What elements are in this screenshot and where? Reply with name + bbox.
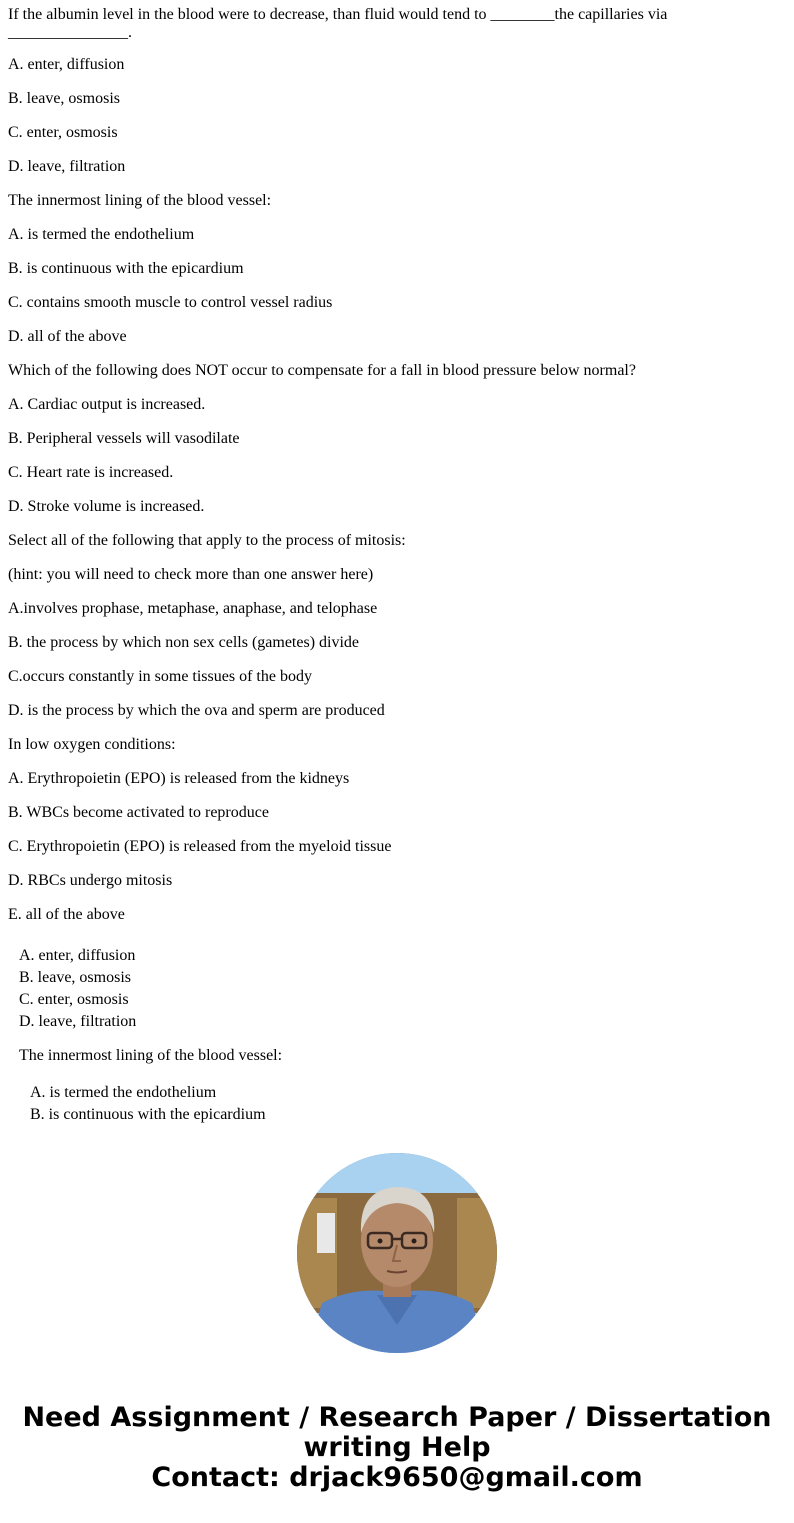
question-3-option-d: D. Stroke volume is increased. [8, 498, 205, 515]
avatar-eye-right [412, 1239, 417, 1244]
question-3-option-a: A. Cardiac output is increased. [8, 396, 206, 413]
question-document [8, 6, 778, 940]
author-avatar [297, 1153, 497, 1353]
question-3-prompt: Which of the following does NOT occur to compensate for a fall in blood pressure below normal? [8, 362, 636, 379]
question-1-option-a: A. enter, diffusion [8, 56, 125, 73]
repeated-options-block [19, 945, 719, 1126]
question-5-option-d: D. RBCs undergo mitosis [8, 872, 173, 889]
repeat-option-c: C. enter, osmosis [19, 991, 129, 1008]
repeat-option-b: B. leave, osmosis [19, 969, 131, 986]
question-4-option-c: C.occurs constantly in some tissues of the body [8, 668, 312, 685]
question-5-option-b: B. WBCs become activated to reproduce [8, 804, 269, 821]
question-3-option-b: B. Peripheral vessels will vasodilate [8, 430, 240, 447]
contact-footer [0, 1403, 794, 1493]
question-1-option-d: D. leave, filtration [8, 158, 126, 175]
question-4-hint: (hint: you will need to check more than one answer here) [8, 566, 374, 583]
repeat-sub-option-a: A. is termed the endothelium [30, 1084, 217, 1101]
avatar-door [317, 1213, 335, 1253]
question-5-prompt: In low oxygen conditions: [8, 736, 176, 753]
question-2-option-a: A. is termed the endothelium [8, 226, 195, 243]
question-1-option-b: B. leave, osmosis [8, 90, 120, 107]
question-5-option-c: C. Erythropoietin (EPO) is released from the myeloid tissue [8, 838, 392, 855]
question-2-option-b: B. is continuous with the epicardium [8, 260, 244, 277]
question-1-option-c: C. enter, osmosis [8, 124, 118, 141]
question-5-option-a: A. Erythropoietin (EPO) is released from the kidneys [8, 770, 350, 787]
question-2-option-c: C. contains smooth muscle to control vessel radius [8, 294, 333, 311]
footer-line-2: writing Help [303, 1432, 491, 1463]
question-2-prompt: The innermost lining of the blood vessel: [8, 192, 272, 209]
question-3-option-c: C. Heart rate is increased. [8, 464, 174, 481]
avatar-eye-left [378, 1239, 383, 1244]
question-4-option-a: A.involves prophase, metaphase, anaphase, and telophase [8, 600, 378, 617]
question-5-option-e: E. all of the above [8, 906, 125, 923]
repeat-sub-options [19, 1082, 719, 1126]
footer-contact-line: Contact: drjack9650@gmail.com [151, 1462, 643, 1493]
repeat-option-d: D. leave, filtration [19, 1013, 137, 1030]
avatar-wall-panel-right [457, 1198, 497, 1308]
question-1-prompt: If the albumin level in the blood were to decrease, than fluid would tend to ________the capillaries via _______________. [8, 6, 668, 41]
question-4-option-d: D. is the process by which the ova and sperm are produced [8, 702, 385, 719]
author-portrait-illustration [297, 1153, 497, 1353]
question-2-option-d: D. all of the above [8, 328, 127, 345]
repeat-option-a: A. enter, diffusion [19, 947, 136, 964]
footer-line-1: Need Assignment / Research Paper / Dissertation [22, 1402, 772, 1433]
question-4-option-b: B. the process by which non sex cells (gametes) divide [8, 634, 360, 651]
repeat-sub-option-b: B. is continuous with the epicardium [30, 1106, 266, 1123]
repeat-heading: The innermost lining of the blood vessel: [19, 1047, 283, 1064]
question-4-prompt: Select all of the following that apply to the process of mitosis: [8, 532, 406, 549]
